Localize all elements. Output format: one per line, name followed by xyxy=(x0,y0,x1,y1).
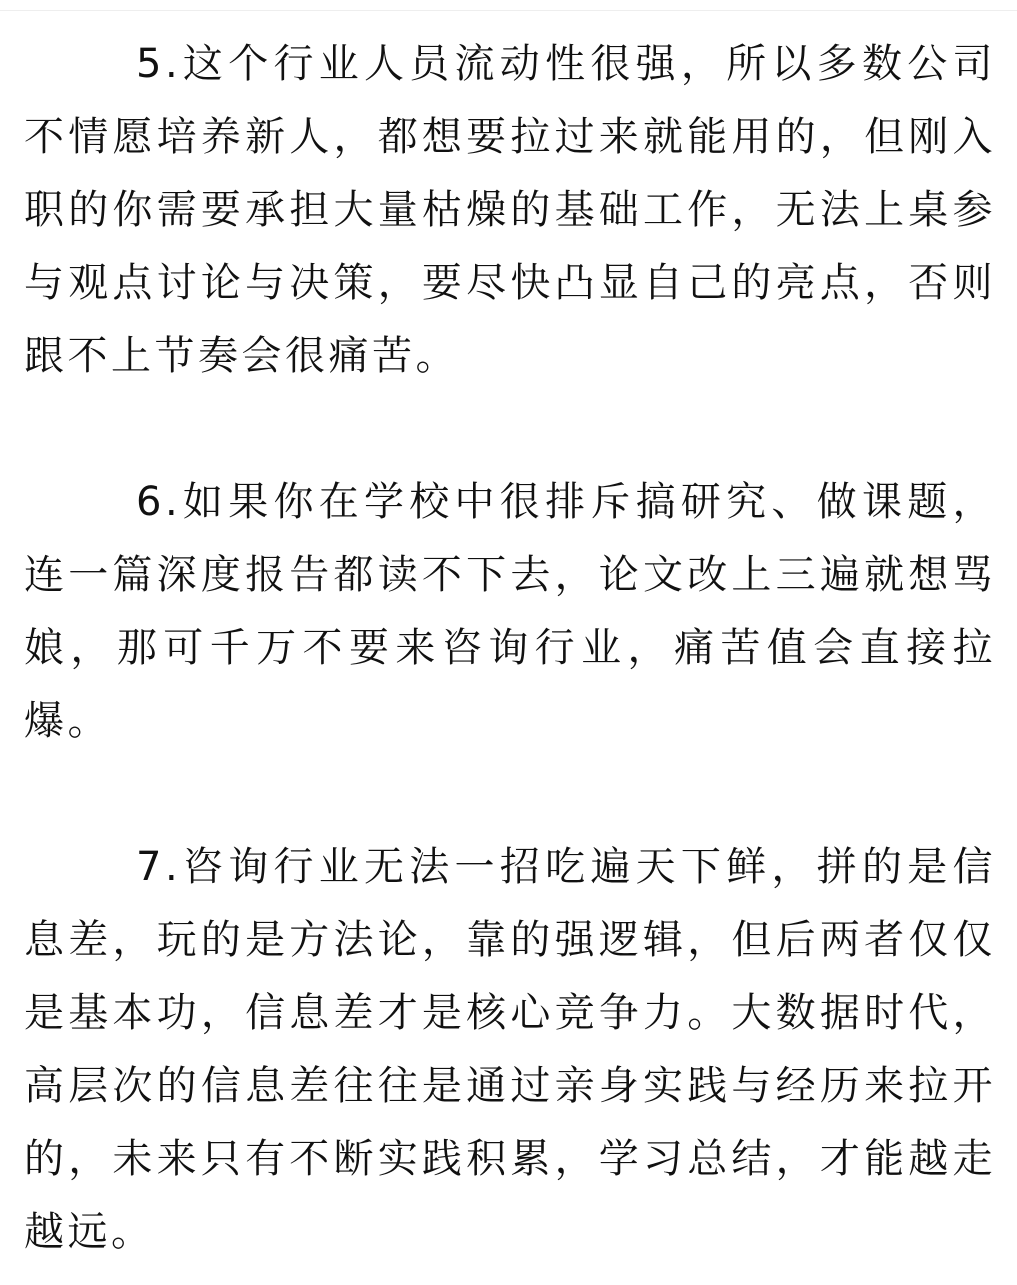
top-divider xyxy=(0,0,1017,11)
paragraph-point-7: 7.咨询行业无法一招吃遍天下鲜，拼的是信息差，玩的是方法论，靠的强逻辑，但后两者仅仅是基本功，信息差才是核心竞争力。大数据时代，高层次的信息差往往是通过亲身实践与经历来拉开的，未来只有不断实践积累，学习总结，才能越走越远。 xyxy=(24,844,996,1255)
paragraph-point-6: 6.如果你在学校中很排斥搞研究、做课题，连一篇深度报告都读不下去，论文改上三遍就想骂娘，那可千万不要来咨询行业，痛苦值会直接拉爆。 xyxy=(24,479,996,744)
paragraph-point-5: 5.这个行业人员流动性很强，所以多数公司不情愿培养新人，都想要拉过来就能用的，但刚入职的你需要承担大量枯燥的基础工作，无法上桌参与观点讨论与决策，要尽快凸显自己的亮点，否则跟不上节奏会很痛苦。 xyxy=(24,41,996,379)
article-body xyxy=(24,28,996,1269)
